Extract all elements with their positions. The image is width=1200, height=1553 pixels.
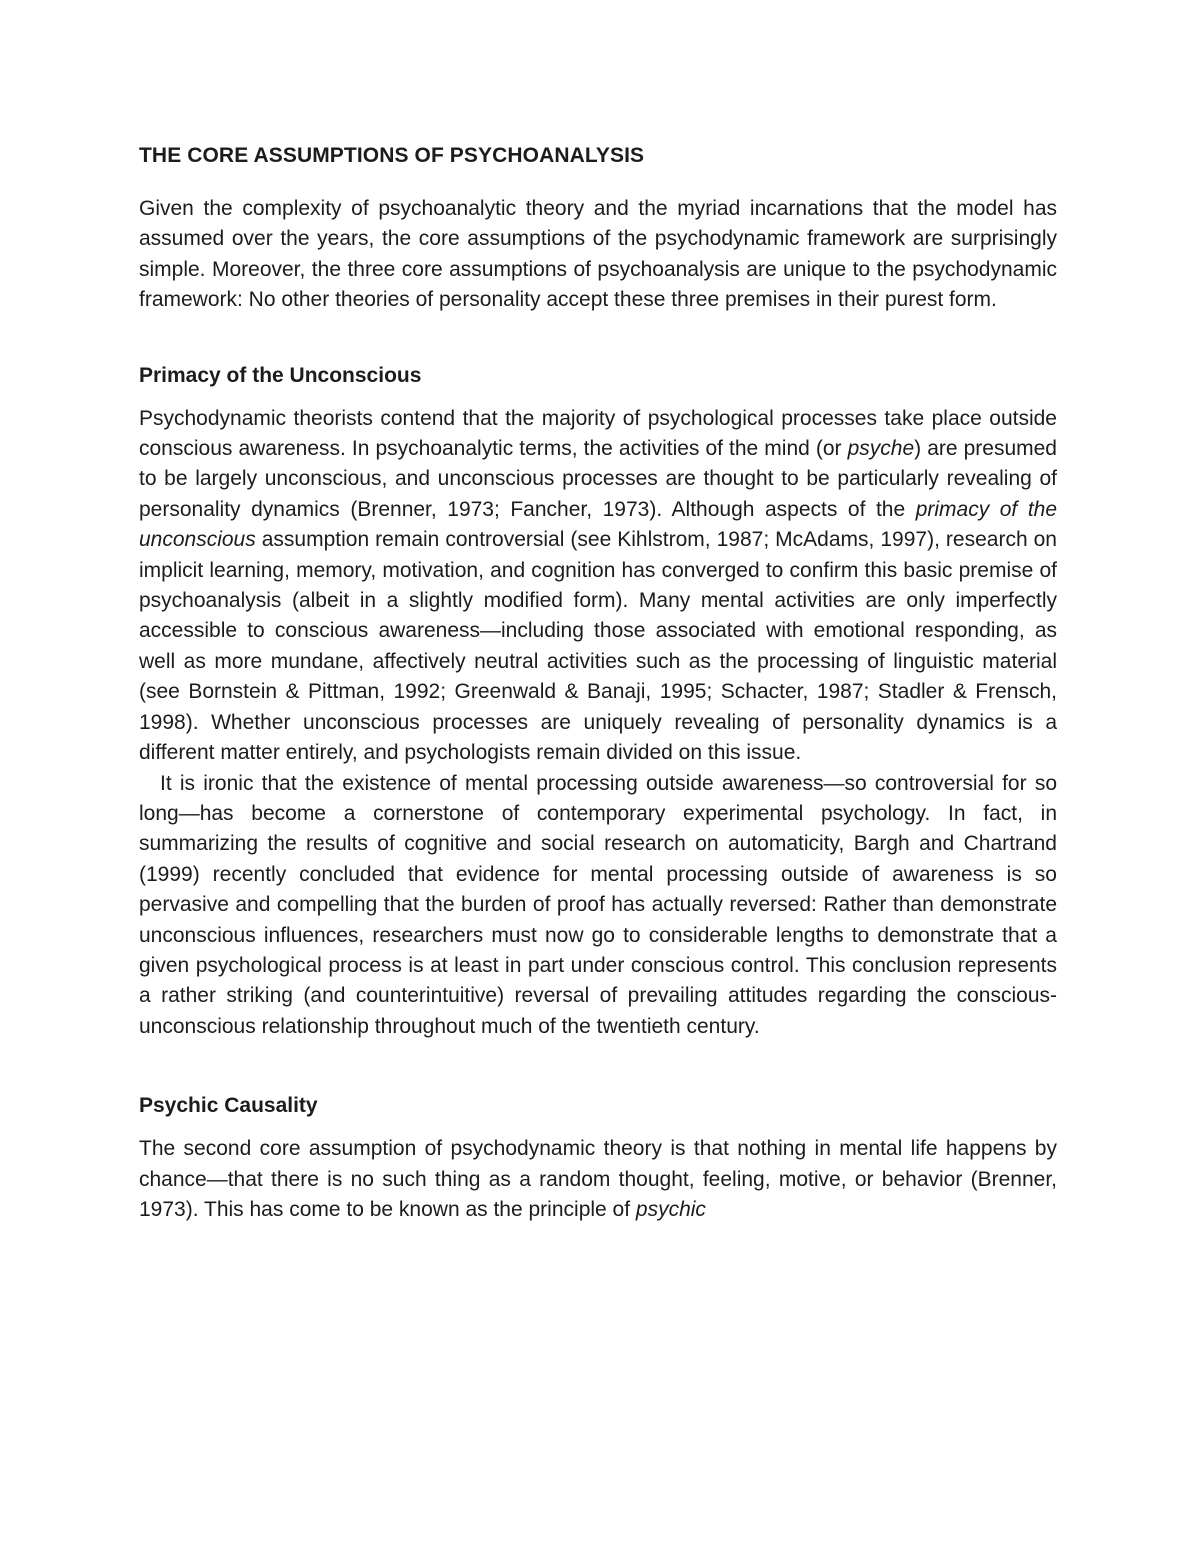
- text-run: assumption remain controversial (see Kihlstrom, 1987; McAdams, 1997), research on implicit learning, memory, motivation, and cognition has converged to confirm this basic premise of psychoanalysis (albeit in a slightly modified form). Many mental activities are only imperfectly accessible to conscious awareness—including those associated with emotional responding, as well as more mundane, affectively neutral activities such as the processing of linguistic material (see Bornstein & Pittman, 1992; Greenwald & Banaji, 1995; Schacter, 1987; Stadler & Frensch, 1998). Whether unconscious processes are uniquely revealing of personality dynamics is a different matter entirely, and psychologists remain divided on this issue.: [139, 528, 1057, 765]
- section-heading-primacy: Primacy of the Unconscious: [139, 363, 422, 387]
- primacy-paragraph-2: It is ironic that the existence of mental processing outside awareness—so controversial for so long—has become a cornerstone of contemporary experimental psychology. In fact, in summarizing the results of cognitive and social research on automaticity, Bargh and Chartrand (1999) recently concluded that evidence for mental processing outside of awareness is so pervasive and compelling that the burden of proof has actually reversed: Rather than demonstrate unconscious influences, researchers must now go to considerable lengths to demonstrate that a given psychological process is at least in part under conscious control. This conclusion represents a rather striking (and counterintuitive) reversal of prevailing attitudes regarding the conscious-unconscious relationship throughout much of the twentieth century.: [139, 771, 1057, 1038]
- italic-term-psyche: psyche: [847, 437, 915, 461]
- text-run: Psychodynamic theorists contend that the majority of psychological processes take place outside conscious awareness. In psychoanalytic terms, the activities of the mind (or: [139, 406, 1057, 461]
- intro-paragraph: Given the complexity of psychoanalytic theory and the myriad incarnations that the model has assumed over the years, the core assumptions of the psychodynamic framework are surprisingly simple. Moreover, the three core assumptions of psychoanalysis are unique to the psychodynamic framework: No other theories of personality accept these three premises in their purest form.: [139, 197, 1057, 312]
- italic-term-psychic: psychic: [635, 1197, 706, 1221]
- document-title: THE CORE ASSUMPTIONS OF PSYCHOANALYSIS: [139, 144, 645, 167]
- primacy-paragraph-1: [139, 404, 1057, 769]
- italic-term-primacy: primacy of the unconscious: [139, 497, 1058, 552]
- text-run: ) are presumed to be largely unconscious, and unconscious processes are thought to be particularly revealing of personality dynamics (Brenner, 1973; Fancher, 1973). Although aspects of the: [139, 437, 1057, 521]
- causality-paragraph-1: [139, 1134, 1057, 1225]
- section-heading-causality: Psychic Causality: [139, 1094, 318, 1118]
- text-run: The second core assumption of psychodynamic theory is that nothing in mental life happens by chance—that there is no such thing as a random thought, feeling, motive, or behavior (Brenner, 1973). This has come to be known as the principle of: [139, 1137, 1057, 1221]
- document-page: [139, 140, 1057, 1225]
